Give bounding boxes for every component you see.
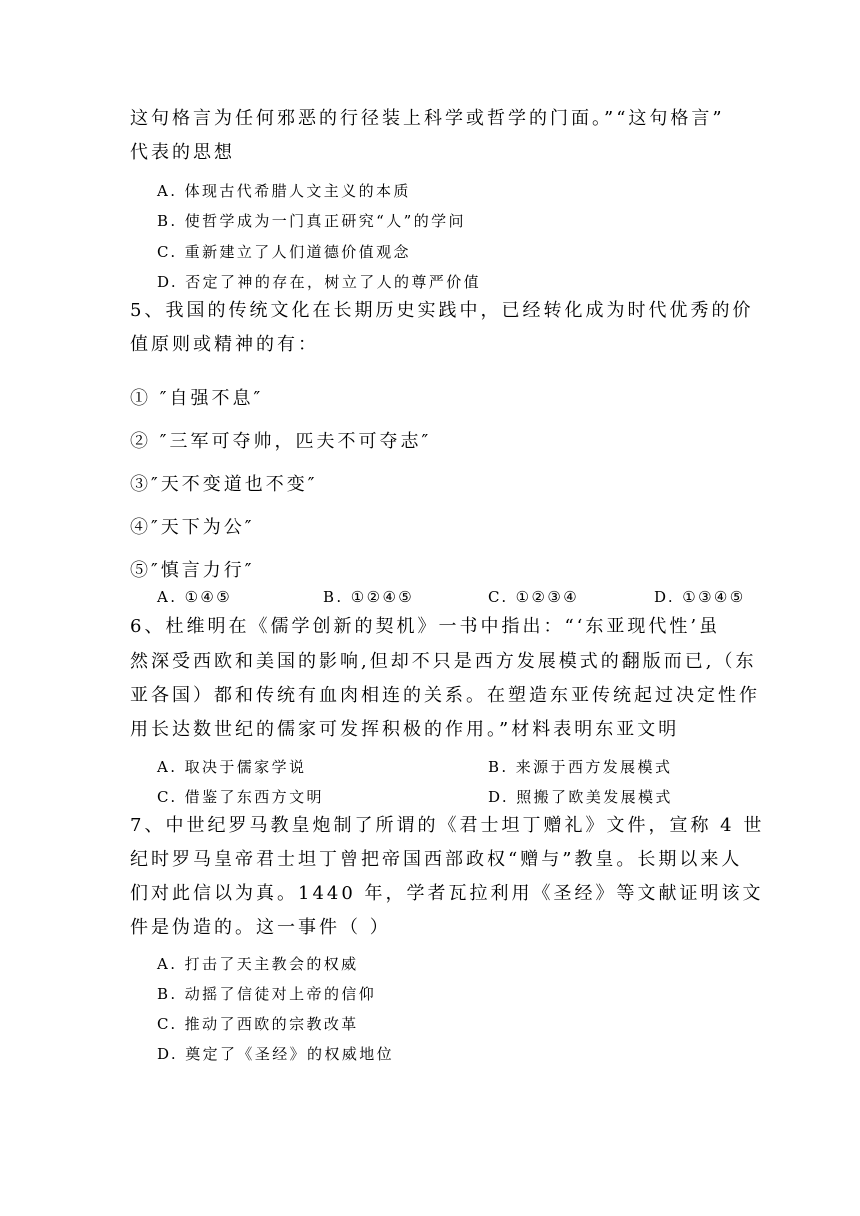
q7-option-a: A. 打击了天主教会的权威 (157, 955, 359, 973)
q5-item-5: ⑤″慎言力行″ (130, 560, 255, 581)
q6-option-c: C. 借鉴了东西方文明 (157, 788, 324, 806)
q5-item-4: ④″天下为公″ (130, 517, 255, 538)
q6-stem-line-2: 然深受西欧和美国的影响,但却不只是西方发展模式的翻版而已,（东 (130, 651, 757, 672)
q4-stem-line-1: 这句格言为任何邪恶的行径装上科学或哲学的门面。”“这句格言” (130, 108, 725, 129)
q6-stem-line-3: 亚各国）都和传统有血肉相连的关系。在塑造东亚传统起过决定性作 (130, 685, 760, 706)
q4-option-b: B. 使哲学成为一门真正研究“人”的学问 (157, 212, 466, 230)
q6-option-b: B. 来源于西方发展模式 (488, 758, 673, 776)
q7-stem-line-2: 纪时罗马皇帝君士坦丁曾把帝国西部政权“赠与”教皇。长期以来人 (130, 849, 743, 870)
q7-option-c: C. 推动了西欧的宗教改革 (157, 1015, 359, 1033)
q6-option-d: D. 照搬了欧美发展模式 (488, 788, 673, 806)
q5-option-b: B. ①②④⑤ (323, 588, 415, 606)
q4-option-d: D. 否定了神的存在，树立了人的尊严价值 (157, 273, 482, 291)
q6-stem-line-1: 6、杜维明在《儒学创新的契机》一书中指出：“‘东亚现代性’虽 (130, 616, 721, 637)
q7-stem-line-1: 7、中世纪罗马教皇炮制了所谓的《君士坦丁赠礼》文件，宣称 4 世 (130, 815, 765, 836)
q5-option-a: A. ①④⑤ (157, 588, 233, 606)
q7-stem-line-3: 们对此信以为真。1440 年，学者瓦拉利用《圣经》等文献证明该文 (130, 883, 764, 904)
q4-stem-line-2: 代表的思想 (130, 142, 235, 163)
q7-option-d: D. 奠定了《圣经》的权威地位 (157, 1045, 395, 1063)
q6-stem-line-4: 用长达数世纪的儒家可发挥积极的作用。”材料表明东亚文明 (130, 719, 680, 740)
q7-stem-line-4: 件是伪造的。这一事件（ ） (130, 917, 391, 938)
q5-item-3: ③″天不变道也不变″ (130, 474, 318, 495)
q5-option-d: D. ①③④⑤ (654, 588, 746, 606)
q7-option-b: B. 动摇了信徒对上帝的信仰 (157, 985, 377, 1003)
q5-stem-line-2: 值原则或精神的有： (130, 334, 319, 355)
q5-stem-line-1: 5、我国的传统文化在长期历史实践中，已经转化成为时代优秀的价 (130, 300, 754, 321)
q4-option-c: C. 重新建立了人们道德价值观念 (157, 243, 411, 261)
q6-option-a: A. 取决于儒家学说 (157, 758, 307, 776)
q5-option-c: C. ①②③④ (488, 588, 580, 606)
q5-item-2: ② ″三军可夺帅，匹夫不可夺志″ (130, 431, 432, 452)
q4-option-a: A. 体现古代希腊人文主义的本质 (157, 182, 411, 200)
q5-item-1: ① ″自强不息″ (130, 388, 264, 409)
